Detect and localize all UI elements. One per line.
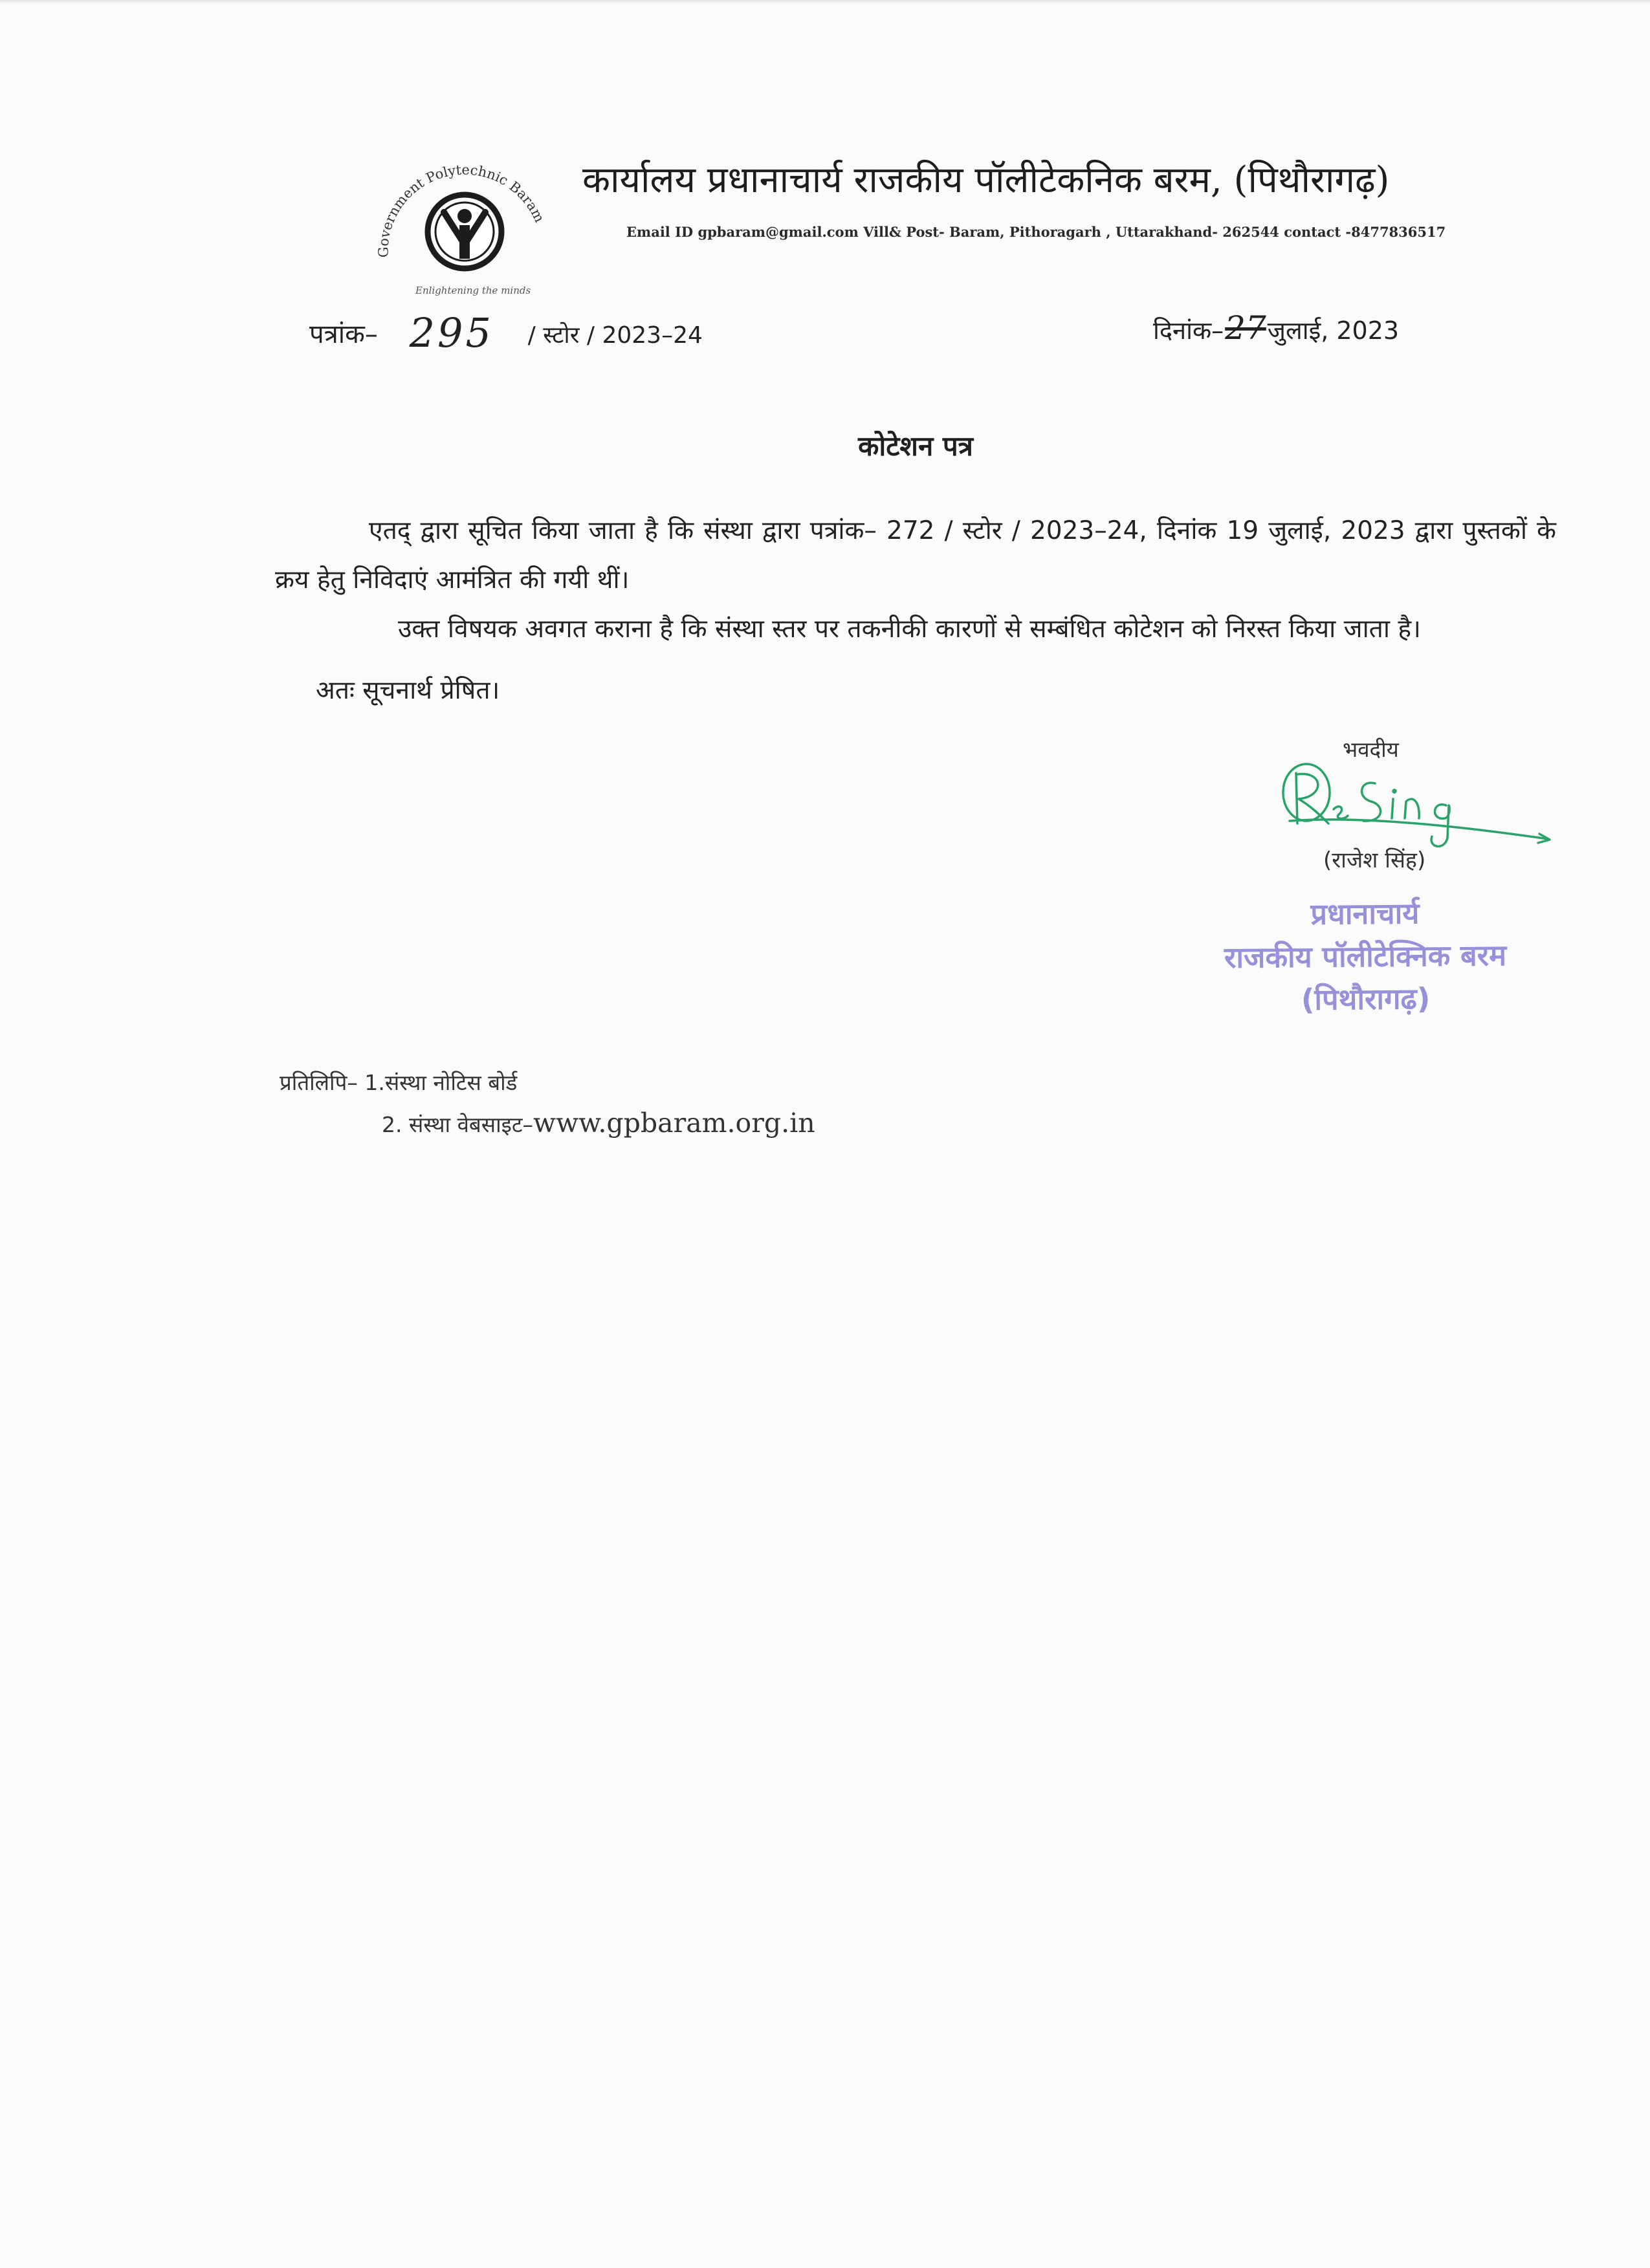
official-stamp: [1183, 891, 1547, 1023]
reference-label: पत्रांक–: [309, 320, 378, 349]
reference-suffix: / स्टोर / 2023–24: [527, 322, 703, 349]
date-row: [1153, 309, 1399, 347]
office-name-heading: कार्यालय प्रधानाचार्य राजकीय पॉलीटेकनिक बरम, (पिथौरागढ़): [582, 159, 1390, 201]
reference-row: [309, 309, 703, 356]
stamp-designation: प्रधानाचार्य: [1310, 896, 1420, 932]
institute-logo: [362, 147, 582, 303]
logo-arc-text: Government Polytechnic Baram: [375, 162, 548, 258]
copy-to-item-1: 1.संस्था नोटिस बोर्ड: [364, 1070, 518, 1095]
copy-to-row: [280, 1067, 517, 1096]
closing-salutation: भवदीय: [1343, 737, 1399, 762]
signatory-name: (राजेश सिंह): [1323, 847, 1426, 873]
body-paragraph-2: उक्त विषयक अवगत कराना है कि संस्था स्तर पर तकनीकी कारणों से सम्बंधित कोटेशन को निरस्त किया जाता है।: [398, 615, 1421, 644]
document-title: कोटेशन पत्र: [858, 430, 973, 462]
stamp-district: (पिथौरागढ़): [1301, 981, 1431, 1017]
copy-to-item-2-prefix: 2. संस्था वेबसाइट–: [382, 1112, 533, 1137]
copy-to-row-2: [382, 1107, 815, 1139]
website-link[interactable]: www.gpbaram.org.in: [533, 1107, 815, 1139]
reference-number-handwritten: 295: [409, 309, 494, 356]
date-month-year: जुलाई, 2023: [1267, 316, 1400, 345]
scan-edge: [0, 0, 1650, 4]
date-day-handwritten: 27: [1225, 309, 1266, 347]
contact-line: Email ID gpbaram@gmail.com Vill& Post- Baram, Pithoragarh , Uttarakhand- 262544 contact -8477836517: [626, 224, 1446, 240]
stamp-institute: राजकीय पॉलीटेक्निक बरम: [1224, 938, 1507, 975]
copy-to-label: प्रतिलिपि–: [280, 1070, 358, 1095]
body-paragraph-1: एतद् द्वारा सूचित किया जाता है कि संस्था द्वारा पत्रांक– 272 / स्टोर / 2023–24, दिनांक 19 जुलाई, 2023 द्वारा पुस्तकों के क्रय हेतु निविदाएं आमंत्रित की गयी थीं।: [275, 516, 1556, 594]
logo-tagline: Enlightening the minds: [415, 285, 531, 296]
body-paragraph-3: अतः सूचनार्थ प्रेषित।: [316, 676, 500, 705]
date-label: दिनांक–: [1153, 316, 1224, 345]
